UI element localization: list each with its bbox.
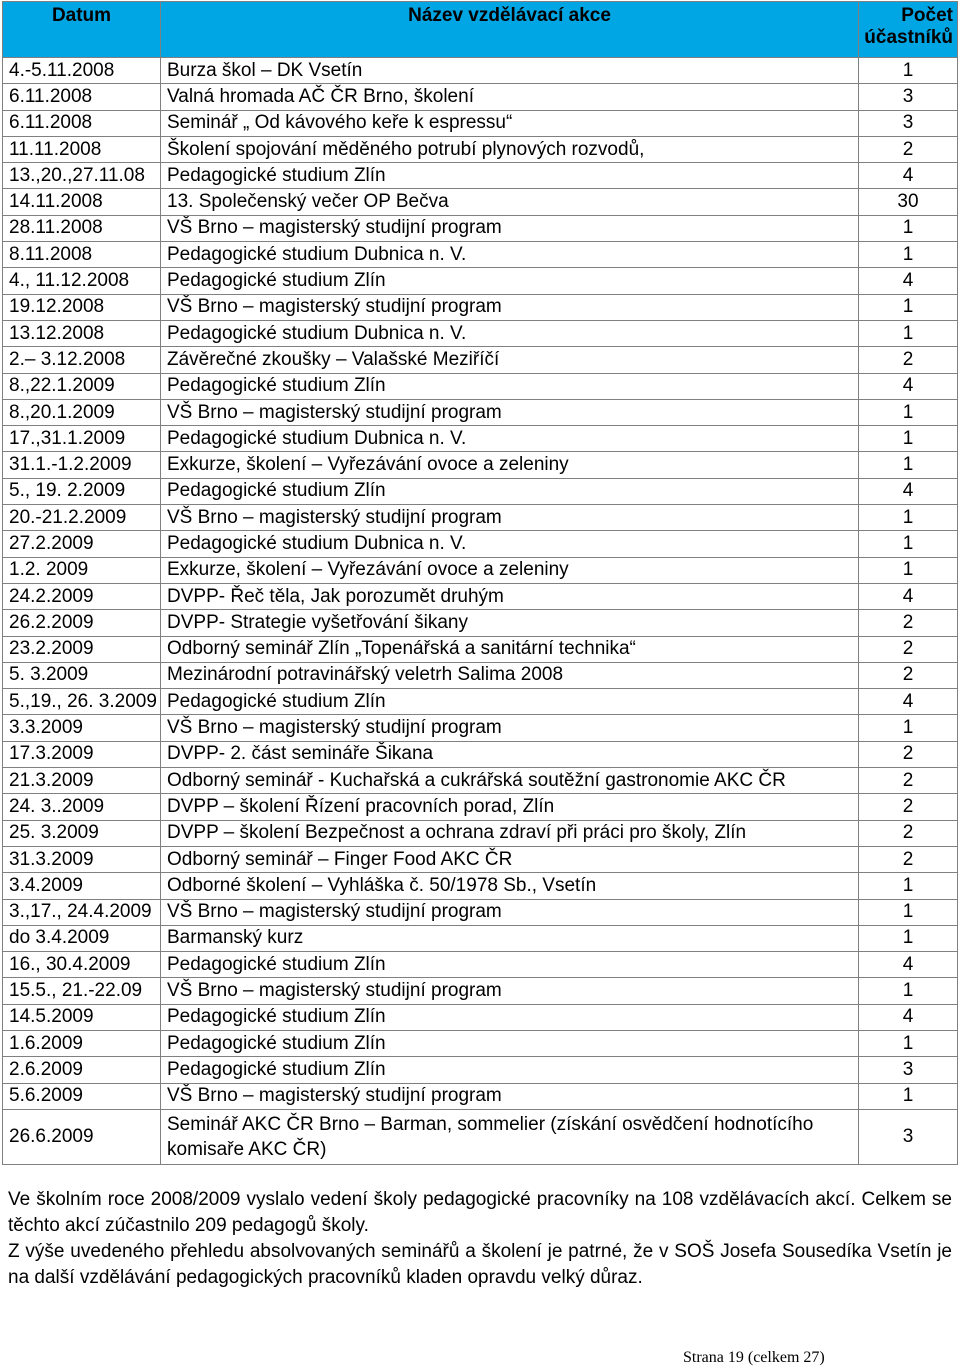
table-row	[3, 1109, 958, 1164]
cell-event-name: VŠ Brno – magisterský studijní program	[161, 1083, 859, 1109]
cell-event-name: DVPP- Řeč těla, Jak porozumět druhým	[161, 583, 859, 609]
cell-participant-count: 2	[859, 610, 958, 636]
cell-participant-count: 2	[859, 794, 958, 820]
table-row	[3, 768, 958, 794]
cell-event-name: Valná hromada AČ ČR Brno, školení	[161, 84, 859, 110]
cell-event-name: DVPP- 2. část semináře Šikana	[161, 741, 859, 767]
cell-participant-count: 1	[859, 452, 958, 478]
cell-date: 8.11.2008	[3, 242, 161, 268]
cell-event-name: VŠ Brno – magisterský studijní program	[161, 399, 859, 425]
table-row	[3, 636, 958, 662]
cell-event-name: VŠ Brno – magisterský studijní program	[161, 505, 859, 531]
cell-date: 6.11.2008	[3, 110, 161, 136]
cell-date: 20.-21.2.2009	[3, 505, 161, 531]
cell-event-name: Burza škol – DK Vsetín	[161, 58, 859, 84]
table-row	[3, 452, 958, 478]
cell-event-name: Závěrečné zkoušky – Valašské Meziříčí	[161, 347, 859, 373]
table-row	[3, 426, 958, 452]
table-row	[3, 741, 958, 767]
cell-date: 31.1.-1.2.2009	[3, 452, 161, 478]
cell-participant-count: 1	[859, 426, 958, 452]
cell-event-name: VŠ Brno – magisterský studijní program	[161, 215, 859, 241]
cell-event-name: Pedagogické studium Zlín	[161, 478, 859, 504]
cell-participant-count: 3	[859, 84, 958, 110]
cell-participant-count: 1	[859, 531, 958, 557]
cell-date: 14.5.2009	[3, 1004, 161, 1030]
table-row	[3, 110, 958, 136]
table-row	[3, 505, 958, 531]
table-row	[3, 1057, 958, 1083]
cell-participant-count: 4	[859, 163, 958, 189]
cell-event-name: VŠ Brno – magisterský studijní program	[161, 715, 859, 741]
cell-event-name: Mezinárodní potravinářský veletrh Salima 2008	[161, 662, 859, 688]
table-row	[3, 978, 958, 1004]
summary-paragraph: Ve školním roce 2008/2009 vyslalo vedení školy pedagogické pracovníky na 108 vzdělávacích akcí. Celkem se těchto akcí zúčastnilo 209 pedagogů školy.	[8, 1189, 952, 1236]
table-row	[3, 1083, 958, 1109]
cell-date: 25. 3.2009	[3, 820, 161, 846]
table-row	[3, 925, 958, 951]
cell-event-name: Odborné školení – Vyhláška č. 50/1978 Sb., Vsetín	[161, 873, 859, 899]
cell-participant-count: 1	[859, 294, 958, 320]
cell-event-name: Pedagogické studium Dubnica n. V.	[161, 320, 859, 346]
cell-date: 13.12.2008	[3, 320, 161, 346]
cell-participant-count: 2	[859, 820, 958, 846]
cell-event-name: DVPP- Strategie vyšetřování šikany	[161, 610, 859, 636]
cell-event-name: Pedagogické studium Zlín	[161, 163, 859, 189]
cell-date: 2.6.2009	[3, 1057, 161, 1083]
cell-participant-count: 3	[859, 1109, 958, 1164]
table-row	[3, 610, 958, 636]
cell-participant-count: 1	[859, 873, 958, 899]
cell-participant-count: 3	[859, 110, 958, 136]
cell-event-name: Barmanský kurz	[161, 925, 859, 951]
table-body	[3, 58, 958, 1165]
cell-event-name: Exkurze, školení – Vyřezávání ovoce a zeleniny	[161, 452, 859, 478]
table-row	[3, 399, 958, 425]
table-row	[3, 794, 958, 820]
cell-date: 6.11.2008	[3, 84, 161, 110]
cell-participant-count: 1	[859, 242, 958, 268]
cell-event-name: Pedagogické studium Dubnica n. V.	[161, 242, 859, 268]
cell-event-name: Seminář „ Od kávového keře k espressu“	[161, 110, 859, 136]
table-row	[3, 1030, 958, 1056]
cell-event-name: Školení spojování měděného potrubí plynových rozvodů,	[161, 136, 859, 162]
cell-date: 24. 3..2009	[3, 794, 161, 820]
cell-participant-count: 4	[859, 952, 958, 978]
cell-date: 19.12.2008	[3, 294, 161, 320]
cell-participant-count: 1	[859, 715, 958, 741]
cell-date: 17.,31.1.2009	[3, 426, 161, 452]
cell-date: 3.3.2009	[3, 715, 161, 741]
table-row	[3, 163, 958, 189]
cell-date: 23.2.2009	[3, 636, 161, 662]
table-row	[3, 689, 958, 715]
cell-participant-count: 1	[859, 925, 958, 951]
cell-participant-count: 4	[859, 373, 958, 399]
cell-participant-count: 1	[859, 1083, 958, 1109]
cell-participant-count: 2	[859, 662, 958, 688]
cell-event-name: 13. Společenský večer OP Bečva	[161, 189, 859, 215]
cell-participant-count: 4	[859, 689, 958, 715]
cell-event-name: Odborný seminář - Kuchařská a cukrářská soutěžní gastronomie AKC ČR	[161, 768, 859, 794]
page-number: Strana 19 (celkem 27)	[683, 1349, 825, 1366]
table-row	[3, 242, 958, 268]
cell-event-name: Pedagogické studium Zlín	[161, 268, 859, 294]
cell-date: 1.6.2009	[3, 1030, 161, 1056]
table-row	[3, 899, 958, 925]
table-row	[3, 557, 958, 583]
cell-date: 27.2.2009	[3, 531, 161, 557]
cell-date: 1.2. 2009	[3, 557, 161, 583]
cell-event-name: Pedagogické studium Zlín	[161, 952, 859, 978]
table-row	[3, 84, 958, 110]
header-participant-count: Počet účastníků	[859, 2, 958, 58]
cell-event-name: Pedagogické studium Dubnica n. V.	[161, 426, 859, 452]
table-row	[3, 873, 958, 899]
cell-participant-count: 4	[859, 1004, 958, 1030]
table-row	[3, 294, 958, 320]
table-row	[3, 846, 958, 872]
cell-date: 31.3.2009	[3, 846, 161, 872]
cell-participant-count: 1	[859, 557, 958, 583]
cell-date: 15.5., 21.-22.09	[3, 978, 161, 1004]
cell-participant-count: 1	[859, 215, 958, 241]
cell-date: 4.-5.11.2008	[3, 58, 161, 84]
header-date: Datum	[3, 2, 161, 58]
cell-event-name: VŠ Brno – magisterský studijní program	[161, 899, 859, 925]
cell-participant-count: 1	[859, 399, 958, 425]
cell-event-name: DVPP – školení Řízení pracovních porad, Zlín	[161, 794, 859, 820]
table-row	[3, 531, 958, 557]
cell-event-name: VŠ Brno – magisterský studijní program	[161, 978, 859, 1004]
table-row	[3, 373, 958, 399]
cell-event-name: Odborný seminář Zlín „Topenářská a sanitární technika“	[161, 636, 859, 662]
cell-participant-count: 1	[859, 978, 958, 1004]
cell-participant-count: 3	[859, 1057, 958, 1083]
table-row	[3, 820, 958, 846]
cell-event-name: Seminář AKC ČR Brno – Barman, sommelier (získání osvědčení hodnotícího komisaře AKC ČR)	[161, 1109, 859, 1164]
cell-date: 8.,20.1.2009	[3, 399, 161, 425]
cell-date: 17.3.2009	[3, 741, 161, 767]
cell-participant-count: 1	[859, 505, 958, 531]
cell-participant-count: 30	[859, 189, 958, 215]
cell-event-name: VŠ Brno – magisterský studijní program	[161, 294, 859, 320]
cell-event-name: Pedagogické studium Zlín	[161, 689, 859, 715]
cell-participant-count: 2	[859, 741, 958, 767]
cell-date: 26.2.2009	[3, 610, 161, 636]
cell-date: 5., 19. 2.2009	[3, 478, 161, 504]
cell-participant-count: 2	[859, 636, 958, 662]
cell-event-name: Pedagogické studium Zlín	[161, 1057, 859, 1083]
table-row	[3, 215, 958, 241]
cell-event-name: Odborný seminář – Finger Food AKC ČR	[161, 846, 859, 872]
cell-date: 2.– 3.12.2008	[3, 347, 161, 373]
cell-participant-count: 1	[859, 1030, 958, 1056]
cell-event-name: Pedagogické studium Zlín	[161, 1004, 859, 1030]
cell-participant-count: 2	[859, 846, 958, 872]
conclusion-paragraph: Z výše uvedeného přehledu absolvovaných seminářů a školení je patrné, že v SOŠ Josefa Sousedíka Vsetín je na další vzdělávání pedagogických pracovníků kladen opravdu velký důraz.	[8, 1241, 952, 1288]
cell-event-name: DVPP – školení Bezpečnost a ochrana zdraví při práci pro školy, Zlín	[161, 820, 859, 846]
cell-date: 13.,20.,27.11.08	[3, 163, 161, 189]
table-header-row	[3, 2, 958, 58]
cell-date: 5. 3.2009	[3, 662, 161, 688]
table-row	[3, 478, 958, 504]
cell-date: 26.6.2009	[3, 1109, 161, 1164]
cell-date: 24.2.2009	[3, 583, 161, 609]
education-events-table	[2, 1, 958, 1165]
table-row	[3, 1004, 958, 1030]
cell-event-name: Pedagogické studium Dubnica n. V.	[161, 531, 859, 557]
cell-date: do 3.4.2009	[3, 925, 161, 951]
table-row	[3, 347, 958, 373]
cell-participant-count: 4	[859, 478, 958, 504]
cell-date: 14.11.2008	[3, 189, 161, 215]
cell-participant-count: 2	[859, 768, 958, 794]
cell-date: 4., 11.12.2008	[3, 268, 161, 294]
table-row	[3, 58, 958, 84]
cell-event-name: Pedagogické studium Zlín	[161, 1030, 859, 1056]
cell-date: 5.6.2009	[3, 1083, 161, 1109]
cell-participant-count: 1	[859, 320, 958, 346]
table-row	[3, 583, 958, 609]
cell-participant-count: 1	[859, 899, 958, 925]
table-row	[3, 268, 958, 294]
cell-date: 8.,22.1.2009	[3, 373, 161, 399]
cell-participant-count: 2	[859, 136, 958, 162]
cell-date: 16., 30.4.2009	[3, 952, 161, 978]
cell-date: 21.3.2009	[3, 768, 161, 794]
cell-date: 28.11.2008	[3, 215, 161, 241]
cell-date: 3.4.2009	[3, 873, 161, 899]
table-row	[3, 136, 958, 162]
cell-participant-count: 4	[859, 268, 958, 294]
table-row	[3, 662, 958, 688]
cell-date: 5.,19., 26. 3.2009	[3, 689, 161, 715]
cell-participant-count: 2	[859, 347, 958, 373]
cell-date: 3.,17., 24.4.2009	[3, 899, 161, 925]
table-row	[3, 189, 958, 215]
cell-event-name: Exkurze, školení – Vyřezávání ovoce a zeleniny	[161, 557, 859, 583]
cell-participant-count: 1	[859, 58, 958, 84]
table-row	[3, 952, 958, 978]
cell-date: 11.11.2008	[3, 136, 161, 162]
cell-event-name: Pedagogické studium Zlín	[161, 373, 859, 399]
table-row	[3, 715, 958, 741]
cell-participant-count: 4	[859, 583, 958, 609]
table-row	[3, 320, 958, 346]
header-event-name: Název vzdělávací akce	[161, 2, 859, 58]
